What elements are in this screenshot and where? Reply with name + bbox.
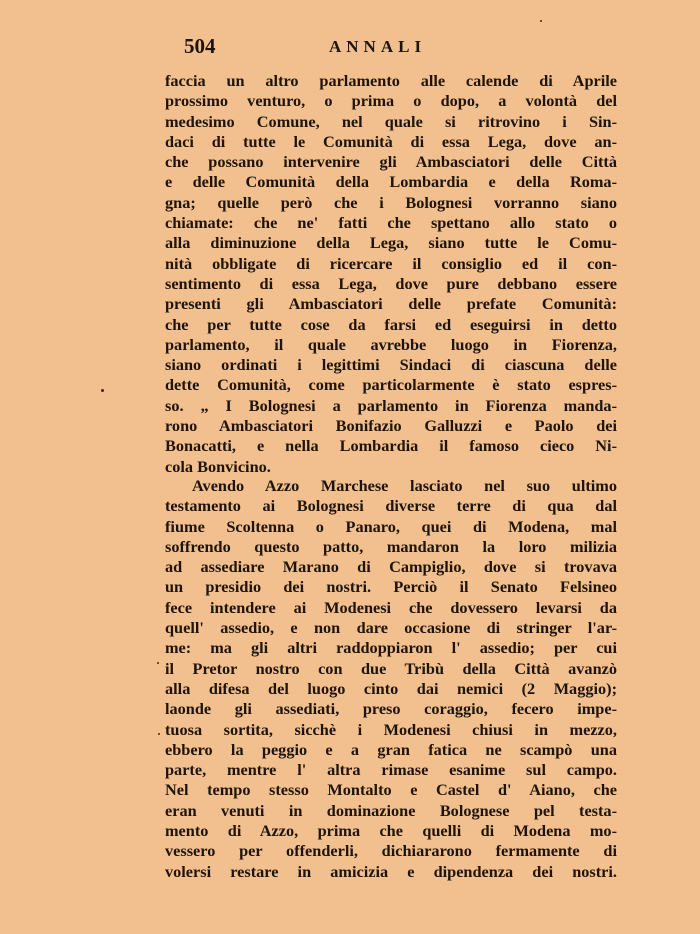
text-line: ad assediare Marano di Campiglio, dove si trovava — [165, 557, 617, 577]
text-line: ebbero la peggio e a gran fatica ne scampò una — [165, 739, 617, 759]
ink-speck — [540, 20, 542, 22]
text-line: fiume Scoltenna o Panaro, quei di Modena, mal — [165, 516, 617, 536]
text-line: alla difesa del luogo cinto dai nemici (2 Maggio); — [165, 678, 617, 698]
ink-speck — [158, 733, 160, 735]
text-line: e delle Comunità della Lombardia e della Roma- — [165, 172, 617, 192]
text-line: volersi restare in amicizia e dipendenza dei nostri. — [165, 861, 617, 881]
text-line: nità obbligate di ricercare il consiglio ed il con- — [165, 253, 617, 273]
text-line: quell' assedio, e non dare occasione di stringer l'ar- — [165, 618, 617, 638]
text-line: rono Ambasciatori Bonifazio Galluzzi e Paolo dei — [165, 416, 617, 436]
text-line: alla diminuzione della Lega, siano tutte le Comu- — [165, 233, 617, 253]
text-line: testamento ai Bolognesi diverse terre di qua dal — [165, 496, 617, 516]
page-number: 504 — [184, 34, 216, 58]
page-header — [184, 34, 624, 60]
text-line: daci di tutte le Comunità di essa Lega, dove an- — [165, 131, 617, 151]
paragraph-continuation — [165, 71, 617, 477]
text-line: siano ordinati i legittimi Sindaci di ciascuna delle — [165, 355, 617, 375]
text-line: chiamate: che ne' fatti che spettano allo stato o — [165, 213, 617, 233]
text-line: mento di Azzo, prima che quelli di Modena mo- — [165, 821, 617, 841]
text-line: gna; quelle però che i Bolognesi vorranno siano — [165, 192, 617, 212]
text-line: soffrendo questo patto, mandaron la loro milizia — [165, 536, 617, 556]
text-line: medesimo Comune, nel quale si ritrovino i Sin- — [165, 111, 617, 131]
text-line: eran venuti in dominazione Bolognese pel testa- — [165, 800, 617, 820]
text-line: sentimento di essa Lega, dove pure debbano essere — [165, 273, 617, 293]
text-line: tuosa sortita, sicchè i Modenesi chiusi in mezzo, — [165, 719, 617, 739]
text-line: Avendo Azzo Marchese lasciato nel suo ultimo — [192, 476, 617, 495]
text-line: parte, mentre l' altra rimase esanime sul campo. — [165, 760, 617, 780]
text-line: un presidio dei nostri. Perciò il Senato Felsineo — [165, 577, 617, 597]
text-line: il Pretor nostro con due Tribù della Città avanzò — [165, 658, 617, 678]
text-line: vessero per offenderli, dichiararono fermamente di — [165, 841, 617, 861]
text-line: so. „ I Bolognesi a parlamento in Fiorenza manda- — [165, 395, 617, 415]
text-line: faccia un altro parlamento alle calende di Aprile — [165, 71, 617, 90]
text-line: prossimo venturo, o prima o dopo, a volontà del — [165, 91, 617, 111]
text-line: Nel tempo stesso Montalto e Castel d' Aiano, che — [165, 780, 617, 800]
text-line: che possano intervenire gli Ambasciatori delle Città — [165, 152, 617, 172]
text-line: parlamento, il quale avrebbe luogo in Fiorenza, — [165, 334, 617, 354]
paragraph-azzo — [165, 476, 617, 882]
text-line: fece intendere ai Modenesi che dovessero levarsi da — [165, 597, 617, 617]
text-line: laonde gli assediati, preso coraggio, fecero impe- — [165, 699, 617, 719]
text-line: dette Comunità, come particolarmente è stato espres- — [165, 375, 617, 395]
text-line: me: ma gli altri raddoppiaron l' assedio; per cui — [165, 638, 617, 658]
text-line: che per tutte cose da farsi ed eseguirsi in detto — [165, 314, 617, 334]
text-line: presenti gli Ambasciatori delle prefate Comunità: — [165, 294, 617, 314]
text-line: cola Bonvicino. — [165, 456, 271, 476]
text-line: Bonacatti, e nella Lombardia il famoso cieco Ni- — [165, 436, 617, 456]
running-title: ANNALI — [329, 37, 427, 56]
ink-speck — [157, 662, 159, 664]
ink-speck — [101, 389, 104, 392]
